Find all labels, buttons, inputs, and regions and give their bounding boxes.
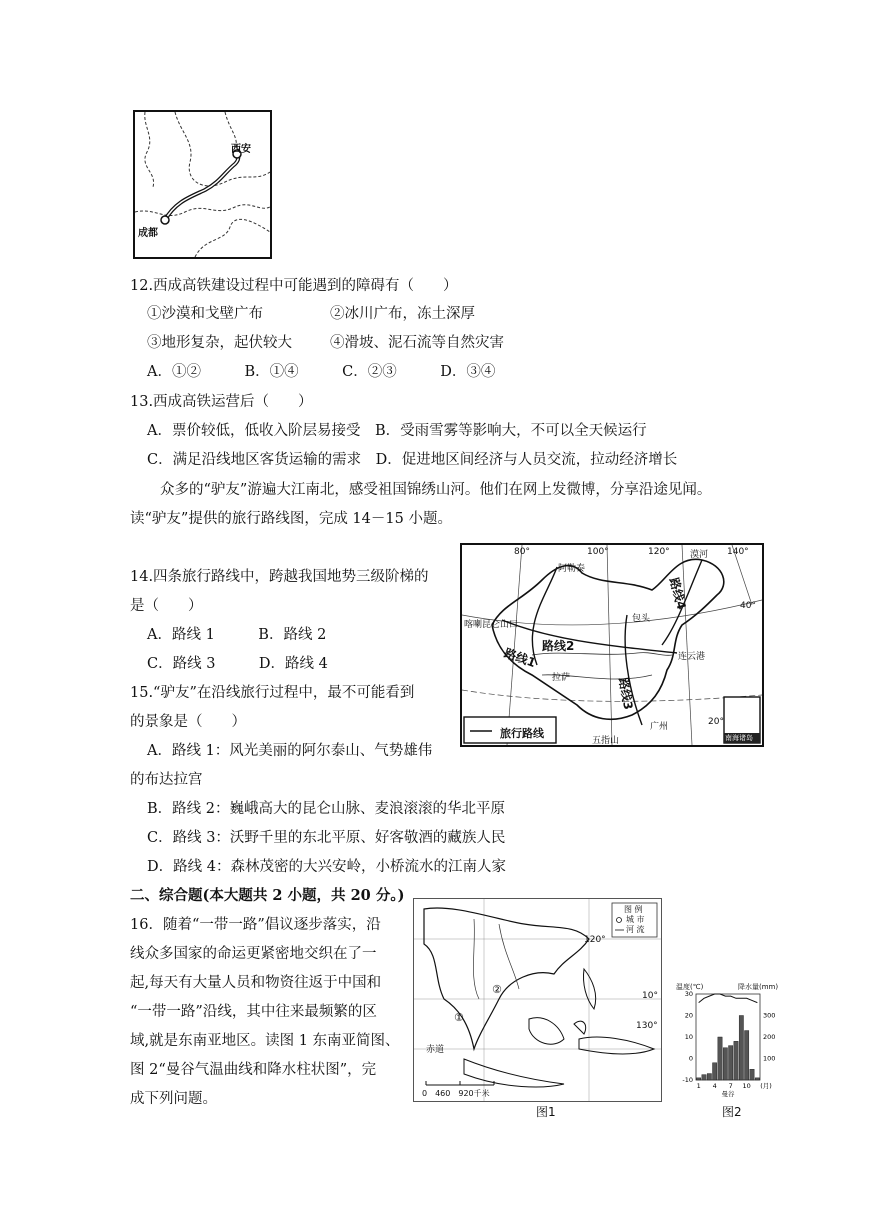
q13-stem: 13.西成高铁运营后（ ） — [130, 394, 313, 410]
sea-scale-label: 0 460 920千米 — [422, 1089, 490, 1098]
precip-bar — [750, 1069, 754, 1080]
precip-tick-label: 100 — [763, 1054, 776, 1063]
precip-bar — [755, 1078, 759, 1080]
q12-opt2: ②冰川广布，冻土深厚 — [330, 306, 475, 322]
precip-bar — [729, 1046, 733, 1080]
label-lat20: 20° — [708, 717, 724, 727]
month-tick-label: 4 — [712, 1082, 717, 1090]
sea-legend-city: 城 市 — [626, 915, 645, 924]
precip-tick-label: 300 — [763, 1011, 776, 1020]
q15-b: B．路线 2：巍峨高大的昆仑山脉、麦浪滚滚的华北平原 — [147, 801, 505, 817]
sea-map-caption: 图1 — [536, 1105, 556, 1119]
temp-tick-label: 10 — [684, 1033, 693, 1041]
label-lon100: 100° — [587, 547, 609, 557]
temp-axis-label: 温度(℃) — [676, 983, 704, 991]
precip-bar — [707, 1074, 711, 1080]
precip-axis-label: 降水量(mm) — [738, 983, 779, 991]
month-tick-label: 10 — [742, 1082, 751, 1090]
label-lon80: 80° — [514, 547, 530, 557]
precip-bar — [745, 1031, 749, 1080]
q16-line6: 图 2“曼谷气温曲线和降水柱状图”，完 — [130, 1062, 377, 1078]
precip-bar — [702, 1075, 706, 1080]
climate-city-label: 曼谷 — [721, 1090, 735, 1098]
temp-tick-label: -10 — [682, 1076, 693, 1084]
sea-circle2: ② — [492, 983, 502, 996]
q15-a1: A．路线 1：风光美丽的阿尔泰山、气势雄伟 — [147, 743, 433, 759]
precip-bar — [697, 1078, 701, 1080]
q14-stem2: 是（ ） — [130, 598, 203, 614]
month-tick-label: 7 — [728, 1082, 733, 1090]
q12-opt4: ④滑坡、泥石流等自然灾害 — [330, 335, 504, 351]
label-chengdu: 成都 — [138, 228, 158, 239]
precip-bar — [734, 1041, 738, 1080]
label-xian: 西安 — [231, 144, 251, 155]
sea-legend-river: 河 流 — [626, 925, 645, 934]
label-lat40: 40° — [740, 601, 756, 611]
label-route1: 路线1 — [502, 645, 538, 671]
q16-line7: 成下列问题。 — [130, 1091, 217, 1107]
travel-route-map — [460, 543, 764, 747]
label-route2: 路线2 — [542, 639, 575, 653]
sea-legend-title: 图 例 — [624, 905, 643, 914]
sea-lat10: 10° — [642, 991, 658, 1001]
q12-opt1: ①沙漠和戈壁广布 — [147, 306, 263, 322]
label-heihe: 漠河 — [690, 550, 709, 560]
temp-tick-label: 20 — [684, 1011, 693, 1020]
q15-a2: 的布达拉宫 — [130, 772, 203, 788]
label-lhasa: 拉萨 — [552, 673, 571, 683]
climate-chart-graphic — [674, 982, 784, 1100]
climate-chart-caption: 图2 — [722, 1105, 742, 1119]
precip-bar — [718, 1037, 722, 1080]
q16-line4: “一带一路”沿线，其中往来最频繁的区 — [130, 1004, 377, 1020]
precip-tick-label: 200 — [763, 1033, 776, 1041]
q15-stem2: 的景象是（ ） — [130, 714, 246, 730]
intro-line2: 读“驴友”提供的旅行路线图，完成 14－15 小题。 — [130, 511, 452, 527]
label-lon140: 140° — [727, 547, 749, 557]
q13-line2: C．满足沿线地区客货运输的需求 D．促进地区间经济与人员交流，拉动经济增长 — [147, 452, 678, 468]
q15-stem1: 15.“驴友”在沿线旅行过程中，最不可能看到 — [130, 685, 415, 701]
label-guangzhou: 广州 — [650, 722, 669, 732]
temp-tick-label: 30 — [684, 990, 693, 998]
month-tick-label: 1 — [696, 1082, 701, 1090]
label-route3: 路线3 — [615, 676, 636, 711]
label-altai: 阿勒泰 — [558, 564, 586, 574]
q15-d: D．路线 4：森林茂密的大兴安岭，小桥流水的江南人家 — [147, 859, 506, 875]
q16-line2: 线众多国家的命运更紧密地交织在了一 — [130, 946, 377, 962]
label-inset: 南海诸岛 — [725, 734, 753, 742]
q15-c: C．路线 3：沃野千里的东北平原、好客敬酒的藏族人民 — [147, 830, 506, 846]
label-lon120: 120° — [648, 547, 670, 557]
q12-opt3: ③地形复杂，起伏较大 — [147, 335, 292, 351]
q14-stem1: 14.四条旅行路线中，跨越我国地势三级阶梯的 — [130, 569, 429, 585]
label-baotou: 包头 — [632, 614, 651, 624]
xian-chengdu-map — [133, 110, 272, 259]
q16-line5: 域,就是东南亚地区。读图 1 东南亚简图、 — [130, 1033, 400, 1049]
climate-chart — [674, 982, 784, 1100]
q13-line1: A．票价较低，低收入阶层易接受 B．受雨雪雾等影响大，不可以全天候运行 — [147, 423, 647, 439]
sea-lon120: 120° — [584, 935, 606, 945]
label-kashgar: 喀喇昆仑山口 — [464, 620, 519, 630]
q16-line1: 16．随着“一带一路”倡议逐步落实，沿 — [130, 917, 381, 933]
southeast-asia-map — [413, 898, 662, 1102]
q12-stem: 12.西成高铁建设过程中可能遇到的障碍有（ ） — [130, 278, 458, 294]
q12-choices: A．①② B．①④ C．②③ D．③④ — [147, 364, 496, 380]
section2-title: 二、综合题(本大题共 2 小题，共 20 分。) — [130, 887, 405, 904]
route-legend-label: 旅行路线 — [500, 727, 544, 740]
precip-bar — [713, 1063, 717, 1080]
temp-tick-label: 0 — [688, 1054, 693, 1063]
q16-line3: 起,每天有大量人员和物资往返于中国和 — [130, 975, 382, 991]
label-wuzhishan: 五指山 — [592, 736, 620, 746]
precip-bar — [739, 1016, 743, 1081]
q14-row2: C．路线 3 D．路线 4 — [147, 656, 328, 672]
southeast-asia-map-graphic — [414, 899, 661, 1101]
sea-circle1: ① — [454, 1011, 464, 1024]
label-lianyungang: 连云港 — [678, 652, 706, 662]
precip-bar — [723, 1048, 727, 1080]
sea-equator: 赤道 — [426, 1045, 445, 1055]
sea-lon130: 130° — [636, 1021, 658, 1031]
label-route4: 路线4 — [666, 576, 689, 612]
q14-row1: A．路线 1 B．路线 2 — [147, 627, 327, 643]
month-unit-label: (月) — [760, 1082, 772, 1090]
intro-line1: 众多的“驴友”游遍大江南北，感受祖国锦绣山河。他们在网上发微博，分享沿途见闻。 — [160, 482, 712, 498]
